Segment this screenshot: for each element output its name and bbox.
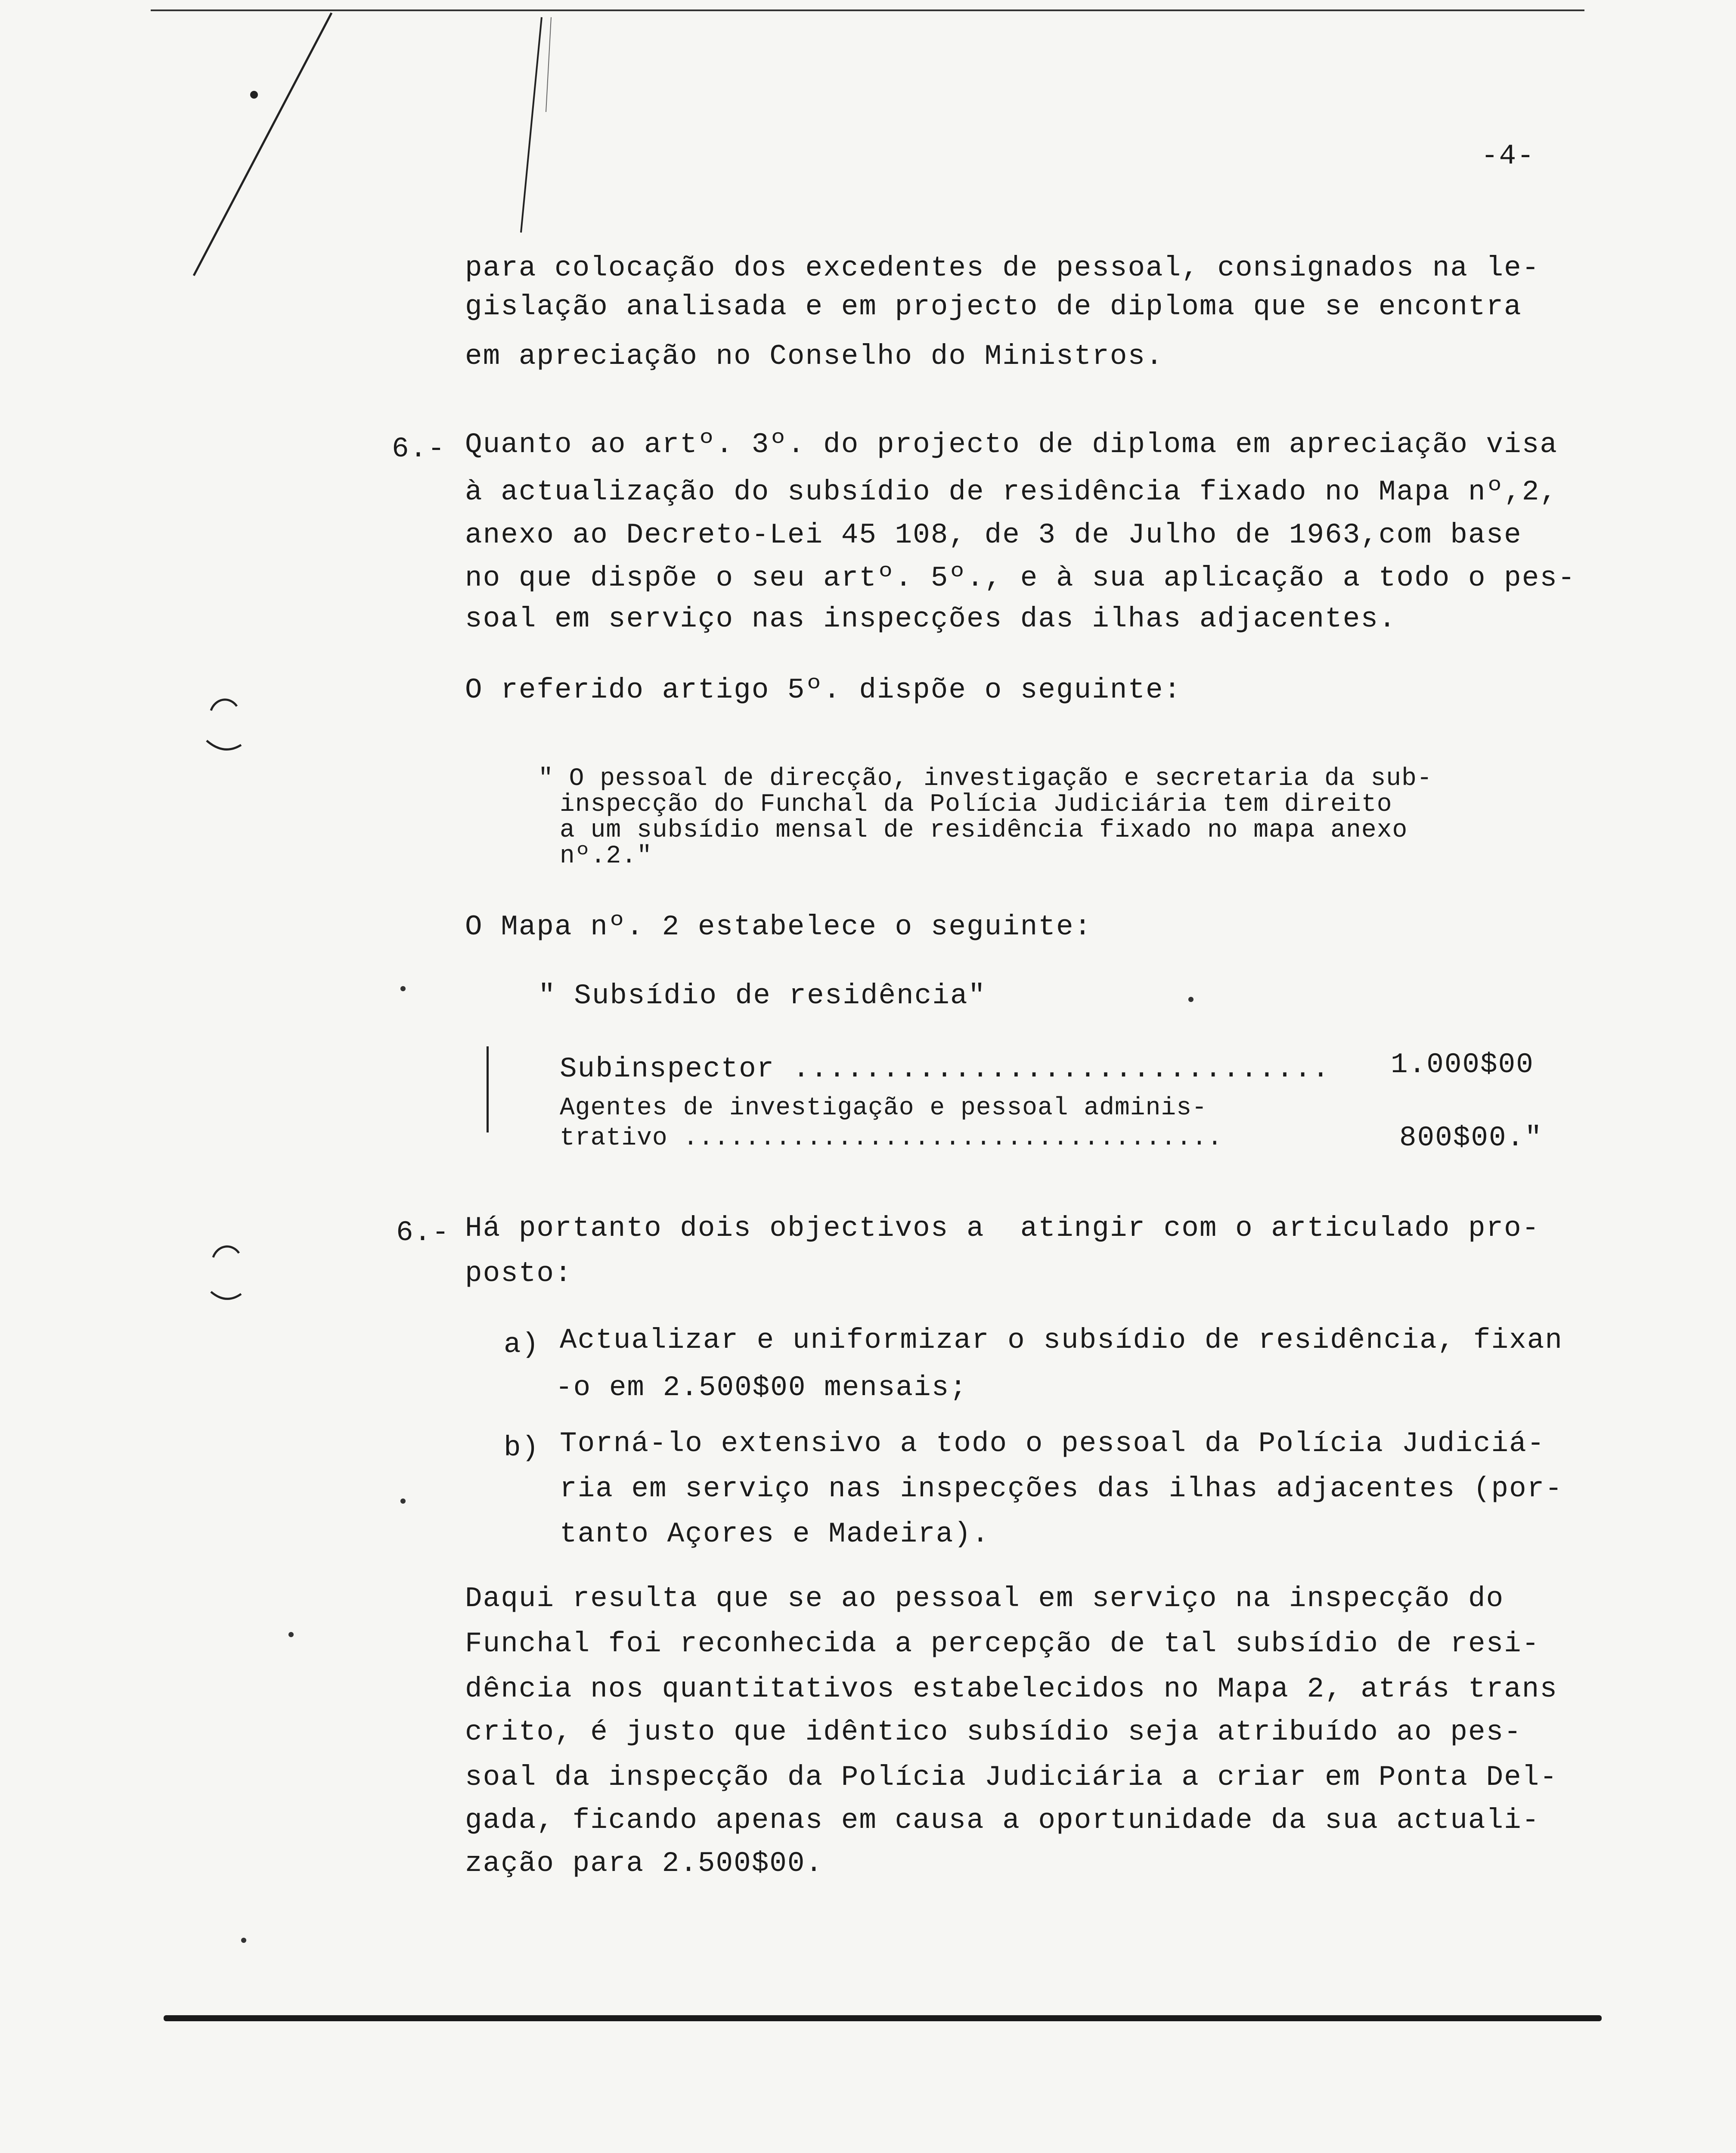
- punch-hole-marks: [181, 680, 267, 1326]
- scan-speck: [400, 1498, 406, 1504]
- bottom-scan-border: [164, 2015, 1602, 2021]
- conclusion-line: gada, ficando apenas em causa a oportunidade da sua actuali-: [465, 1804, 1540, 1837]
- conclusion-line: Funchal foi reconhecida a percepção de tal subsídio de resi-: [465, 1628, 1540, 1660]
- mapa-row-label: trativo ...................................: [560, 1124, 1223, 1152]
- quote-line: nº.2.": [560, 842, 652, 870]
- mapa-row-label: Subinspector ..............................: [560, 1053, 1330, 1085]
- scan-crease-marks: [0, 0, 603, 388]
- scan-speck: [288, 1632, 294, 1637]
- quote-line: inspecção do Funchal da Polícia Judiciária tem direito: [560, 791, 1392, 819]
- scan-speck: [1188, 997, 1194, 1002]
- mapa-row-value: 800$00.": [1399, 1122, 1543, 1154]
- section-line: à actualização do subsídio de residência fixado no Mapa nº,2,: [465, 476, 1558, 508]
- referido-line: O referido artigo 5º. dispõe o seguinte:: [465, 674, 1182, 706]
- scan-speck: [241, 1938, 246, 1943]
- intro-line: em apreciação no Conselho do Ministros.: [465, 340, 1164, 372]
- quote-line: a um subsídio mensal de residência fixado no mapa anexo: [560, 816, 1408, 844]
- section-line: Quanto ao artº. 3º. do projecto de diploma em apreciação visa: [465, 428, 1558, 461]
- mapa-row-label: Agentes de investigação e pessoal adminis-: [560, 1094, 1207, 1122]
- item-marker: a): [504, 1328, 540, 1361]
- section-number: 6.-: [396, 1216, 450, 1249]
- conclusion-line: Daqui resulta que se ao pessoal em serviço na inspecção do: [465, 1582, 1504, 1615]
- mapa-row-value: 1.000$00: [1391, 1049, 1534, 1081]
- conclusion-line: dência nos quantitativos estabelecidos no Mapa 2, atrás trans: [465, 1673, 1558, 1705]
- section-number: 6.-: [392, 433, 446, 465]
- conclusion-line: soal da inspecção da Polícia Judiciária a criar em Ponta Del-: [465, 1761, 1558, 1793]
- item-line: -o em 2.500$00 mensais;: [555, 1371, 967, 1404]
- item-line: Torná-lo extensivo a todo o pessoal da Polícia Judiciá-: [560, 1427, 1545, 1460]
- scan-speck: [400, 986, 406, 991]
- section-line: soal em serviço nas inspecções das ilhas adjacentes.: [465, 603, 1397, 635]
- quote-line: " O pessoal de direcção, investigação e secretaria da sub-: [538, 765, 1432, 793]
- mapa-title: " Subsídio de residência": [538, 980, 986, 1012]
- section-line: no que dispõe o seu artº. 5º., e à sua aplicação a todo o pes-: [465, 562, 1576, 594]
- section-line: anexo ao Decreto-Lei 45 108, de 3 de Julho de 1963,com base: [465, 519, 1522, 551]
- intro-line: gislação analisada e em projecto de diploma que se encontra: [465, 291, 1522, 323]
- section-line: posto:: [465, 1257, 573, 1290]
- conclusion-line: zação para 2.500$00.: [465, 1847, 824, 1880]
- item-line: Actualizar e uniformizar o subsídio de residência, fixan: [560, 1324, 1563, 1356]
- item-marker: b): [504, 1432, 540, 1464]
- section-line: Há portanto dois objectivos a atingir com o articulado pro-: [465, 1212, 1540, 1244]
- page-number: -4-: [1481, 140, 1535, 172]
- item-line: tanto Açores e Madeira).: [560, 1518, 990, 1550]
- margin-bar: [487, 1046, 489, 1132]
- intro-line: para colocação dos excedentes de pessoal, consignados na le-: [465, 252, 1540, 284]
- conclusion-line: crito, é justo que idêntico subsídio seja atribuído ao pes-: [465, 1716, 1522, 1748]
- item-line: ria em serviço nas inspecções das ilhas adjacentes (por-: [560, 1473, 1563, 1505]
- mapa-line: O Mapa nº. 2 estabelece o seguinte:: [465, 911, 1092, 943]
